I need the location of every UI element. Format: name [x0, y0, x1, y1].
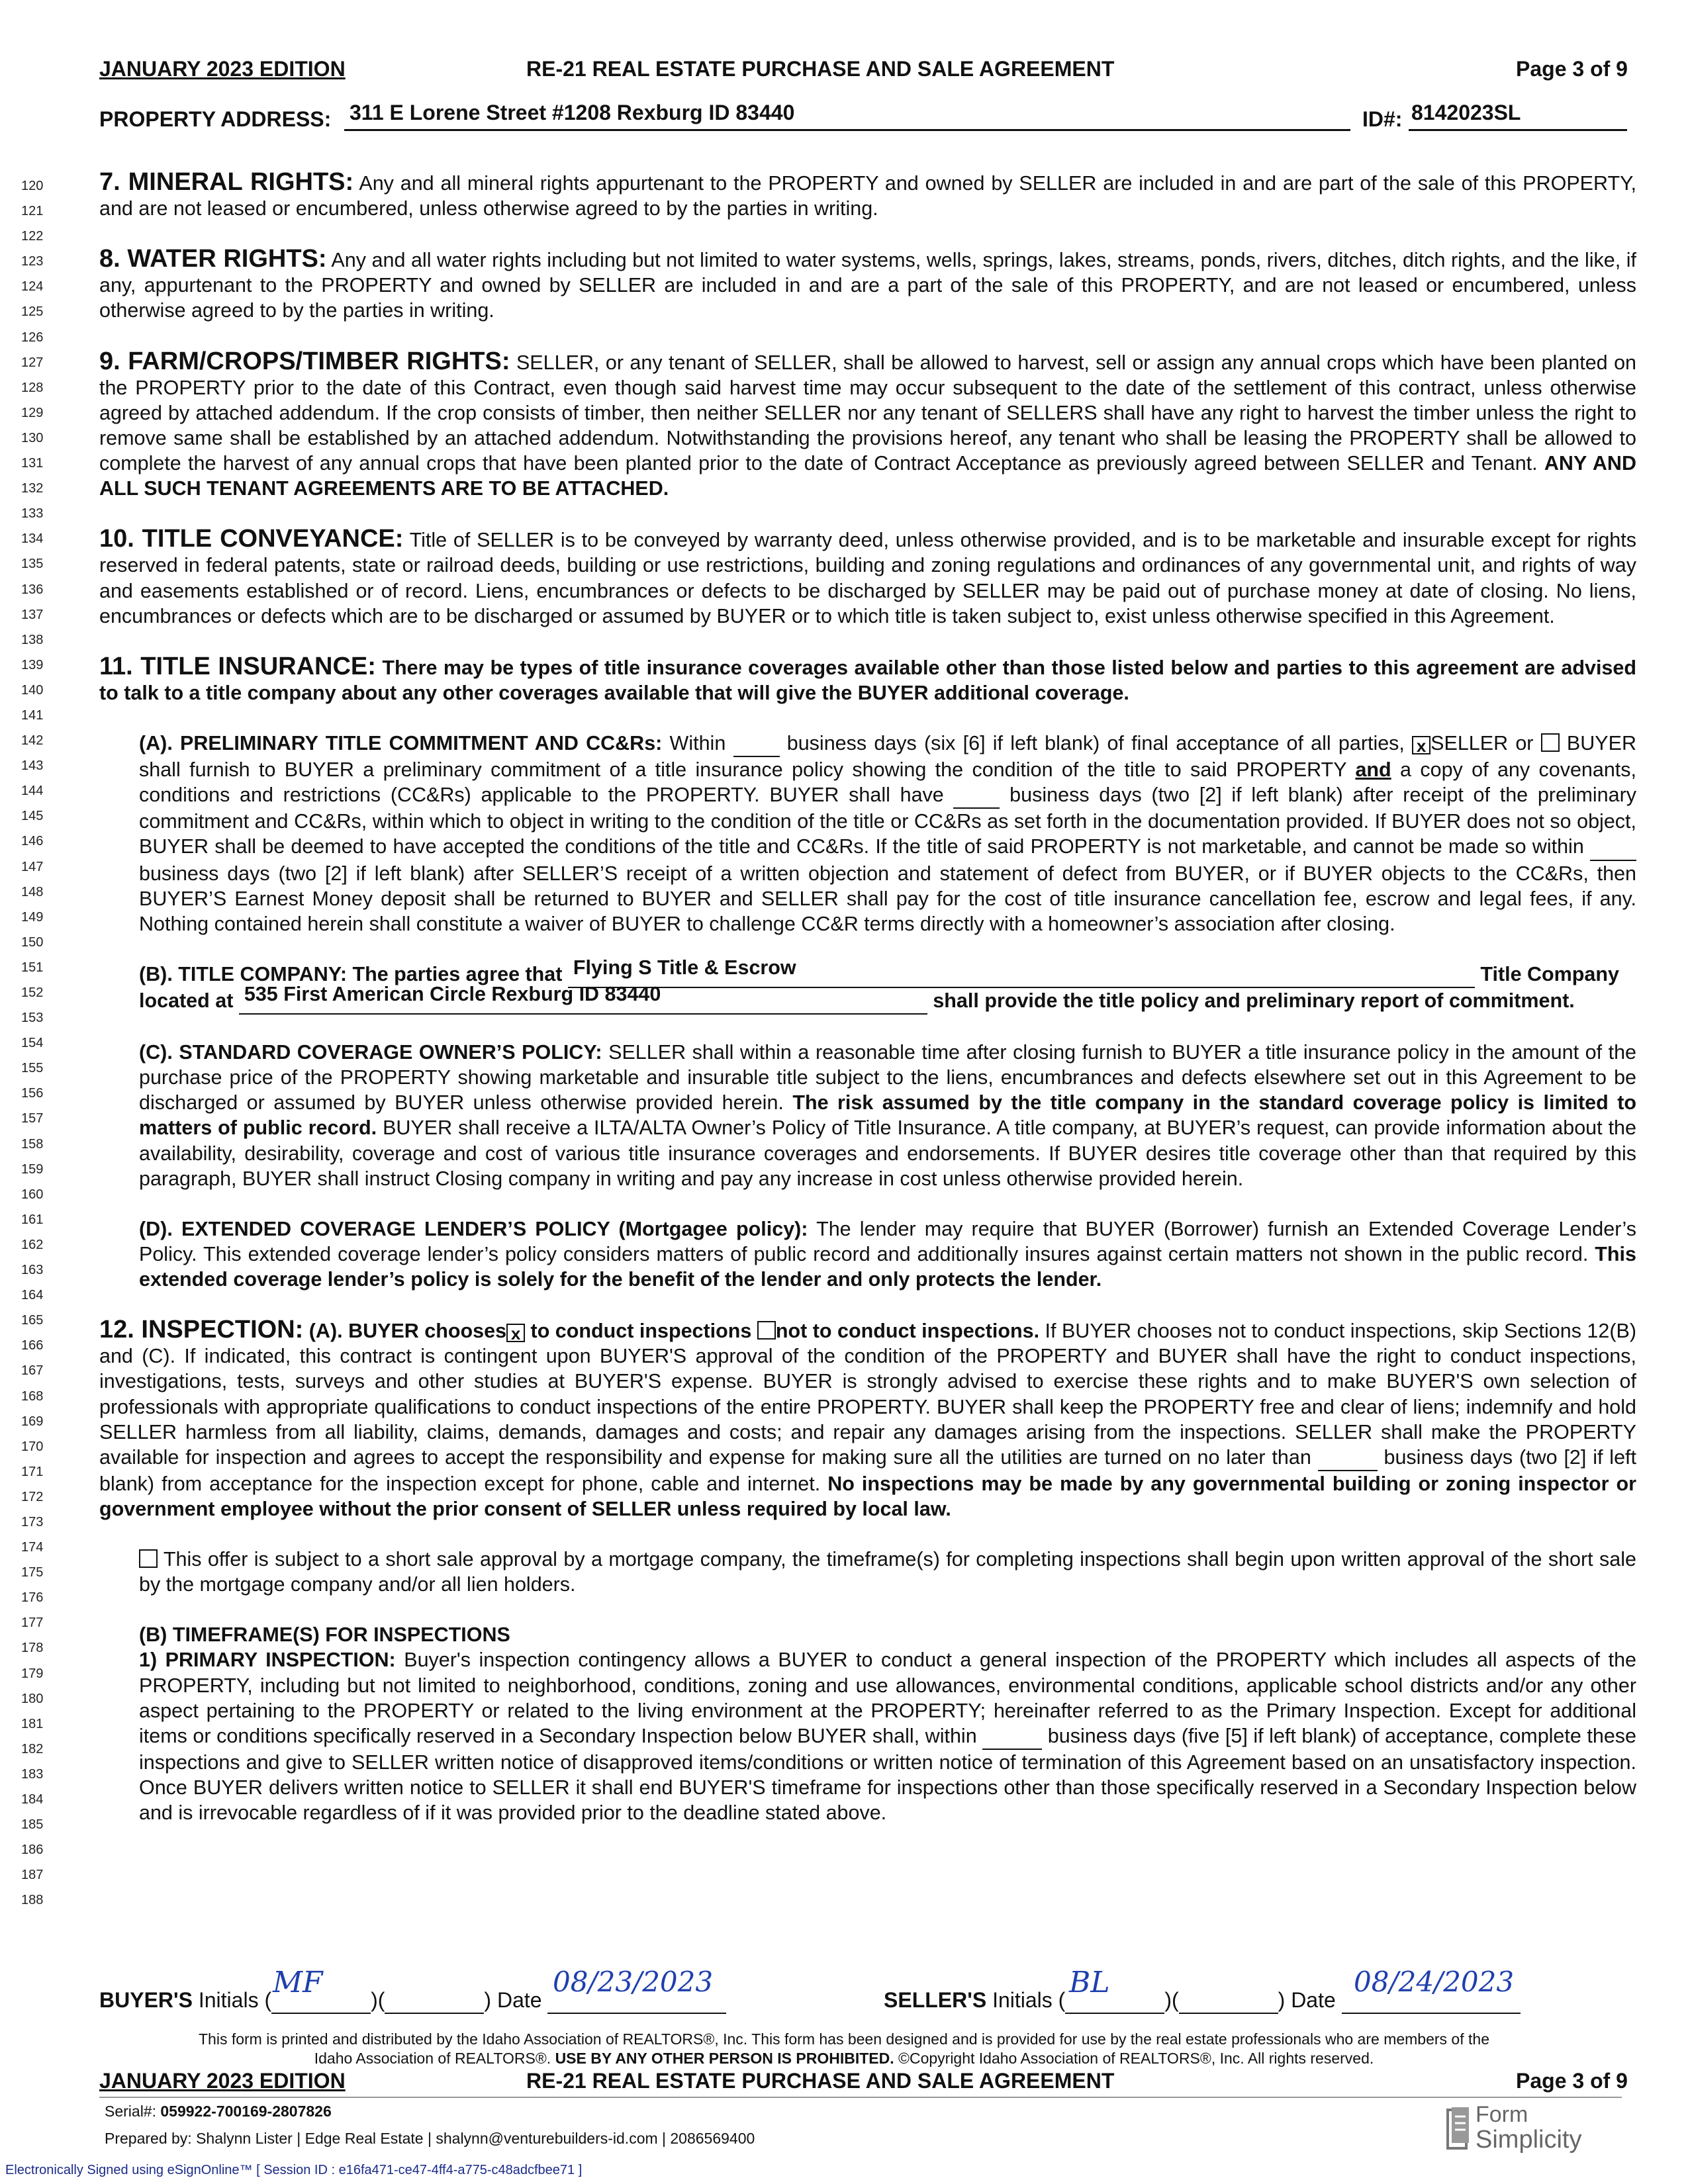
section-11a-text-3: BUYER shall furnish to BUYER a preliminary commitment of a title insurance policy showing the condition of the title to said PROPERTY: [139, 732, 1637, 782]
section-11a-heading: (A). PRELIMINARY TITLE COMMITMENT AND CC&Rs:: [139, 732, 663, 755]
section-11c-text-2: BUYER shall receive a ILTA/ALTA Owner’s Policy of Title Insurance. A title company, at BUYER’s request, can provide information about the availability, desirability, coverage and cost of various title insurance coverages and endorsements. If BUYER desires title coverage other than that required by this paragraph, BUYER shall instruct Closing company in writing and pay any increase in cost unless otherwise provided herein.: [139, 1116, 1636, 1190]
buyer-label: BUYER'S: [99, 1988, 193, 2012]
section-11d-bold: This extended coverage lender’s policy is solely for the benefit of the lender and only protects the lender.: [139, 1242, 1636, 1291]
line-number: 160: [21, 1187, 44, 1202]
section-9-farm-crops: [99, 349, 1636, 502]
buyer-initials-label: Initials: [198, 1988, 259, 2012]
short-sale-text: This offer is subject to a short sale approval by a mortgage company, the timeframe(s) for completing inspections shall begin upon written approval of the short sale by the mortgage company and/or all lien holders.: [139, 1548, 1636, 1596]
line-number: 125: [21, 304, 44, 320]
line-number: 159: [21, 1161, 44, 1177]
line-number: 175: [21, 1565, 44, 1580]
serial-label: Serial#:: [105, 2103, 156, 2120]
buyer-furnish-checkbox[interactable]: [1541, 733, 1560, 752]
line-number: 157: [21, 1111, 44, 1126]
line-number: 130: [21, 430, 44, 445]
section-8-text: Any and all water rights including but not limited to water systems, wells, springs, lakes, streams, ponds, rivers, ditches, ditch rights, and the like, if any, appurtenant to the PROPERTY and owned by SELLER are included in and are a part of the sale of this PROPERTY, and are not leased or encumbered, unless otherwise agreed to by the parties in writing.: [99, 249, 1636, 322]
section-7-mineral-rights: [99, 169, 1636, 221]
line-number: 172: [21, 1489, 44, 1504]
line-number: 154: [21, 1036, 44, 1051]
line-number: 164: [21, 1288, 44, 1303]
title-company-field[interactable]: [568, 956, 1475, 988]
section-10-title-conveyance: [99, 526, 1636, 628]
section-12a-text-2: business days (two [2] if left blank) from acceptance for the inspection except for phone, cable and internet.: [99, 1445, 1636, 1495]
line-number: 162: [21, 1237, 44, 1252]
line-number-column: [21, 173, 74, 1913]
section-11d-lenders-policy: [99, 1216, 1636, 1292]
buyer-date-handwritten: 08/23/2023: [553, 1966, 714, 1998]
line-number: 158: [21, 1136, 44, 1152]
footer-disclaimer-2: [0, 2050, 1688, 2068]
line-number: 188: [21, 1893, 44, 1908]
title-company-value: Flying S Title & Escrow: [573, 956, 796, 979]
agreement-body: [99, 169, 1636, 1825]
line-number: 178: [21, 1641, 44, 1656]
line-number: 186: [21, 1843, 44, 1858]
section-9-bold: ANY AND ALL SUCH TENANT AGREEMENTS ARE TO BE ATTACHED.: [99, 452, 1636, 500]
line-number: 153: [21, 1011, 44, 1026]
section-11a-text-4: a copy of any covenants, conditions and restrictions (CC&Rs) applicable to the PROPERTY. BUYER shall have: [139, 758, 1636, 807]
buyer-initials-handwritten: MF: [273, 1966, 323, 1999]
prepared-by-value: Shalynn Lister | Edge Real Estate | shalynn@venturebuilders-id.com | 2086569400: [196, 2130, 755, 2147]
footer-form-title: RE-21 REAL ESTATE PURCHASE AND SALE AGREEMENT: [526, 2069, 1115, 2093]
buyer-initials-2[interactable]: [385, 1988, 484, 2014]
line-number: 133: [21, 506, 44, 522]
section-12a-text: If BUYER chooses not to conduct inspections, skip Sections 12(B) and (C). If indicated, this contract is contingent upon BUYER'S approval of the condition of the PROPERTY and BUYER shall have the right to conduct inspections, investigations, tests, surveys and other studies at BUYER'S expense. BUYER is strongly advised to exercise these rights and to make BUYER'S own selection of professionals with appropriate qualifications to conduct inspections of the entire PROPERTY. BUYER shall keep the PROPERTY free and clear of liens; indemnify and hold SELLER harmless from all liability, claims, demands, damages and costs; and repair any damages arising from the inspections. SELLER shall make the PROPERTY available for inspection and agrees to accept the responsibility and expense for making sure all the utilities are turned on no later than: [99, 1320, 1637, 1469]
section-9-text: SELLER, or any tenant of SELLER, shall be allowed to harvest, sell or assign any annual crops which have been planted on the PROPERTY prior to the date of this Contract, even though said harvest time may occur subsequent to the date of the settlement of this contract, unless otherwise agreed by attached addendum. If the crop consists of timber, then neither SELLER nor any tenant of SELLERS shall have any right to harvest the timber unless the right to remove same shall be established by an attached addendum. Notwithstanding the provisions hereof, any tenant who shall be leasing the PROPERTY shall be allowed to complete the harvest of any annual crops that have been planted prior to the date of Contract Acceptance as previously agreed between SELLER and Tenant.: [99, 351, 1636, 475]
section-11b-heading: (B). TITLE COMPANY: The parties agree that: [139, 962, 563, 985]
serial-number: 059922-700169-2807826: [160, 2103, 332, 2120]
line-number: 152: [21, 985, 44, 1000]
section-11d-heading: (D). EXTENDED COVERAGE LENDER’S POLICY (Mortgagee policy):: [139, 1217, 808, 1240]
seller-initials-2[interactable]: [1179, 1988, 1278, 2014]
title-company-label: Title Company: [1480, 962, 1619, 985]
objection-days-blank[interactable]: [953, 782, 1000, 809]
line-number: 174: [21, 1540, 44, 1555]
line-number: 121: [21, 204, 44, 219]
line-number: 128: [21, 380, 44, 395]
section-7-text: Any and all mineral rights appurtenant to the PROPERTY and owned by SELLER are included in and are part of the sale of this PROPERTY, and are not leased or encumbered, unless otherwise agreed to by the parties in writing.: [99, 172, 1636, 220]
seller-initials-handwritten: BL: [1069, 1966, 1110, 1999]
line-number: 149: [21, 909, 44, 925]
line-number: 179: [21, 1666, 44, 1681]
section-10-text: Title of SELLER is to be conveyed by warranty deed, unless otherwise provided, and is to be marketable and insurable except for rights reserved in federal patents, state or railroad deeds, building or use restrictions, building and zoning regulations and ordinances of any governmental unit, and rights of way and easements established or of record. Liens, encumbrances or defects to be discharged by SELLER may be paid out of purchase money at date of closing. No liens, encumbrances or defects which are to be discharged or assumed by BUYER or to which title is taken subject to, exist unless otherwise specified in this Agreement.: [99, 529, 1636, 627]
section-11a-and: and: [1355, 758, 1391, 782]
line-number: 169: [21, 1414, 44, 1429]
line-number: 148: [21, 884, 44, 899]
formsimplicity-logo: [1446, 2103, 1638, 2156]
cure-days-blank[interactable]: [1590, 834, 1636, 860]
line-number: 141: [21, 707, 44, 723]
conduct-inspections-checkbox[interactable]: x: [506, 1324, 525, 1342]
located-at-label: located at: [139, 989, 234, 1012]
section-12-inspection: [99, 1317, 1636, 1522]
line-number: 135: [21, 557, 44, 572]
line-number: 134: [21, 531, 44, 547]
short-sale-clause: [99, 1547, 1636, 1597]
brand-simplicity: Simplicity: [1476, 2126, 1582, 2154]
section-11-text: There may be types of title insurance coverages available other than those listed below and parties to this agreement are advised to talk to a title company about any other coverages available that will give the BUYER additional coverage.: [99, 656, 1636, 704]
line-number: 168: [21, 1388, 44, 1404]
footer-disclaimer-2c: ©Copyright Idaho Association of REALTORS®, Inc. All rights reserved.: [898, 2050, 1374, 2067]
line-number: 165: [21, 1313, 44, 1328]
line-number: 180: [21, 1691, 44, 1706]
line-number: 127: [21, 355, 44, 370]
utilities-days-blank[interactable]: [1318, 1445, 1378, 1471]
footer-disclaimer-1: This form is printed and distributed by the Idaho Association of REALTORS®, Inc. This form has been designed and is provided for use by the real estate professionals who are members of the: [199, 2030, 1489, 2048]
serial-row: [105, 2103, 332, 2120]
primary-inspection-heading: 1) PRIMARY INSPECTION:: [139, 1649, 396, 1672]
seller-furnish-checkbox[interactable]: x: [1412, 736, 1430, 754]
line-number: 147: [21, 859, 44, 874]
id-label: ID#:: [1362, 107, 1403, 131]
line-number: 144: [21, 784, 44, 799]
esign-note: Electronically Signed using eSignOnline™ [ Session ID : e16fa471-ce47-4ff4-a775-c48adcfbee71 ]: [5, 2163, 583, 2177]
footer-page: Page 3 of 9: [1516, 2069, 1628, 2093]
line-number: 122: [21, 229, 44, 244]
section-9-heading: 9. FARM/CROPS/TIMBER RIGHTS:: [99, 347, 510, 375]
section-11c-bold: The risk assumed by the title company in the standard coverage policy is limited to matters of public record.: [139, 1091, 1636, 1140]
line-number: 139: [21, 657, 44, 672]
line-number: 132: [21, 481, 44, 496]
line-number: 187: [21, 1868, 44, 1883]
line-number: 183: [21, 1766, 44, 1782]
no-inspections-label: not to conduct inspections.: [775, 1320, 1040, 1343]
buyer-initials-row: BUYER'S Initials ( )( ) Date: [99, 1988, 726, 2014]
seller-label: SELLER'S: [884, 1988, 987, 2012]
line-number: 142: [21, 733, 44, 749]
section-11c-text: SELLER shall within a reasonable time after closing furnish to BUYER a title insurance policy in the amount of the purchase price of the PROPERTY showing marketable and insurable title subject to the liens, encumbrances and defects elsewhere set out in this Agreement to be discharged or assumed by BUYER unless otherwise provided herein.: [139, 1041, 1636, 1115]
section-7-heading: 7. MINERAL RIGHTS:: [99, 168, 354, 196]
header-page: Page 3 of 9: [1516, 57, 1628, 81]
footer-disclaimer-2a: Idaho Association of REALTORS®.: [314, 2050, 551, 2067]
section-11a-text-5: business days (two [2] if left blank) after receipt of the preliminary commitment and CC&Rs, within which to object in writing to the condition of the title or CC&Rs as set forth in the documentation provided. If BUYER does not so object, BUYER shall be deemed to have accepted the conditions of the title and CC&Rs. If the title of said PROPERTY is not marketable, and cannot be made so within: [139, 784, 1636, 858]
section-11-heading: 11. TITLE INSURANCE:: [99, 652, 376, 680]
line-number: 151: [21, 960, 44, 975]
short-sale-checkbox[interactable]: [139, 1549, 158, 1568]
seller-initials-label: Initials: [992, 1988, 1053, 2012]
section-11b-tail: shall provide the title policy and preliminary report of commitment.: [933, 989, 1575, 1012]
section-12-heading: 12. INSPECTION:: [99, 1316, 304, 1344]
line-number: 156: [21, 1086, 44, 1101]
section-11a-text-6: business days (two [2] if left blank) after SELLER’S receipt of a written objection and statement of defect from BUYER, or if BUYER objects to the CC&Rs, then BUYER’S Earnest Money deposit shall be returned to BUYER and SELLER shall pay for the cost of title insurance cancellation fee, escrow and legal fees, if any. Nothing contained herein shall constitute a waiver of BUYER to challenge CC&R terms directly with a homeowner’s association after closing.: [139, 862, 1636, 935]
conduct-inspections-label: to conduct inspections: [525, 1320, 757, 1343]
property-address-label: PROPERTY ADDRESS:: [99, 107, 332, 131]
line-number: 129: [21, 405, 44, 420]
line-number: 123: [21, 254, 44, 269]
id-value[interactable]: 8142023SL: [1411, 101, 1521, 124]
line-number: 176: [21, 1590, 44, 1606]
seller-furnish-label: SELLER or: [1430, 732, 1534, 755]
line-number: 126: [21, 330, 44, 345]
section-12a-lead: (A). BUYER chooses: [303, 1320, 507, 1343]
line-number: 120: [21, 179, 44, 193]
primary-inspection-days-blank[interactable]: [982, 1723, 1042, 1750]
line-number: 155: [21, 1061, 44, 1076]
section-11c-heading: (C). STANDARD COVERAGE OWNER’S POLICY:: [139, 1041, 602, 1064]
line-number: 136: [21, 582, 44, 597]
header-edition: JANUARY 2023 EDITION: [99, 57, 346, 81]
prelim-days-blank[interactable]: [733, 731, 780, 757]
line-number: 185: [21, 1817, 44, 1833]
brand-form: Form: [1476, 2102, 1528, 2127]
section-11d-text: The lender may require that BUYER (Borrower) furnish an Extended Coverage Lender’s Policy. This extended coverage lender’s policy considers matters of public record and additionally insures against certain matters not shown in the public record.: [139, 1217, 1636, 1265]
seller-date-label: Date: [1291, 1988, 1336, 2012]
line-number: 173: [21, 1514, 44, 1529]
line-number: 177: [21, 1615, 44, 1631]
section-10-heading: 10. TITLE CONVEYANCE:: [99, 525, 404, 553]
footer-divider: [99, 2097, 1622, 2098]
line-number: 161: [21, 1212, 44, 1227]
line-number: 171: [21, 1464, 44, 1479]
line-number: 146: [21, 834, 44, 849]
section-12a-bold: No inspections may be made by any governmental building or zoning inspector or government employee without the prior consent of SELLER unless required by local law.: [99, 1472, 1636, 1520]
prepared-by-row: [105, 2130, 755, 2148]
line-number: 166: [21, 1338, 44, 1353]
line-number: 181: [21, 1716, 44, 1731]
primary-inspection-text: Buyer's inspection contingency allows a BUYER to conduct a general inspection of the PROPERTY which includes all aspects of the PROPERTY, including but not limited to neighborhood, conditions, zoning and use allowances, environmental conditions, applicable school districts and/or any other aspect pertaining to the PROPERTY or related to the living environment at the PROPERTY; hereinafter referred to as the Primary Inspection. Except for additional items or conditions specifically reserved in a Secondary Inspection below BUYER shall, within: [139, 1649, 1636, 1747]
section-11-title-insurance: [99, 654, 1636, 705]
section-11c-owners-policy: [99, 1040, 1636, 1191]
document-stack-icon: [1446, 2106, 1470, 2152]
footer-disclaimer-2b: USE BY ANY OTHER PERSON IS PROHIBITED.: [555, 2050, 894, 2067]
line-number: 184: [21, 1792, 44, 1807]
section-12b-timeframes: [99, 1622, 1636, 1825]
section-8-heading: 8. WATER RIGHTS:: [99, 245, 327, 273]
primary-inspection-text-2: business days (five [5] if left blank) of acceptance, complete these inspections and give to SELLER written notice of disapproved items/conditions or written notice of termination of this Agreement based on an unsatisfactory inspection. Once BUYER delivers written notice to SELLER it shall end BUYER'S timeframe for inspections other than those specifically reserved in a Secondary Inspection below and is irrevocable regardless of if it was provided prior to the deadline stated above.: [139, 1724, 1636, 1824]
line-number: 143: [21, 758, 44, 774]
line-number: 145: [21, 809, 44, 824]
section-12b-heading: (B) TIMEFRAME(S) FOR INSPECTIONS: [139, 1623, 510, 1647]
line-number: 131: [21, 456, 44, 471]
section-11a-preliminary: [99, 731, 1636, 936]
no-inspections-checkbox[interactable]: [757, 1321, 776, 1340]
title-company-address-field[interactable]: [239, 983, 927, 1015]
buyer-date-label: Date: [496, 1988, 542, 2012]
section-11a-text-2: business days (six [6] if left blank) of final acceptance of all parties,: [779, 732, 1413, 755]
header-form-title: RE-21 REAL ESTATE PURCHASE AND SALE AGREEMENT: [526, 57, 1115, 81]
section-8-water-rights: [99, 246, 1636, 323]
title-company-address-value: 535 First American Circle Rexburg ID 83440: [244, 983, 661, 1005]
line-number: 167: [21, 1363, 44, 1379]
line-number: 124: [21, 279, 44, 295]
line-number: 163: [21, 1263, 44, 1278]
line-number: 137: [21, 607, 44, 622]
footer-edition: JANUARY 2023 EDITION: [99, 2069, 346, 2093]
line-number: 150: [21, 934, 44, 950]
prepared-by-label: Prepared by:: [105, 2130, 192, 2147]
seller-date-handwritten: 08/24/2023: [1354, 1966, 1515, 1998]
line-number: 170: [21, 1439, 44, 1454]
line-number: 182: [21, 1741, 44, 1756]
section-11a-text-1: Within: [662, 732, 733, 755]
line-number: 138: [21, 632, 44, 647]
property-address-value[interactable]: 311 E Lorene Street #1208 Rexburg ID 83440: [350, 101, 795, 124]
seller-initials-row: SELLER'S Initials ( )( ) Date: [884, 1988, 1521, 2014]
section-11b-title-company: [99, 956, 1636, 1015]
line-number: 140: [21, 682, 44, 698]
